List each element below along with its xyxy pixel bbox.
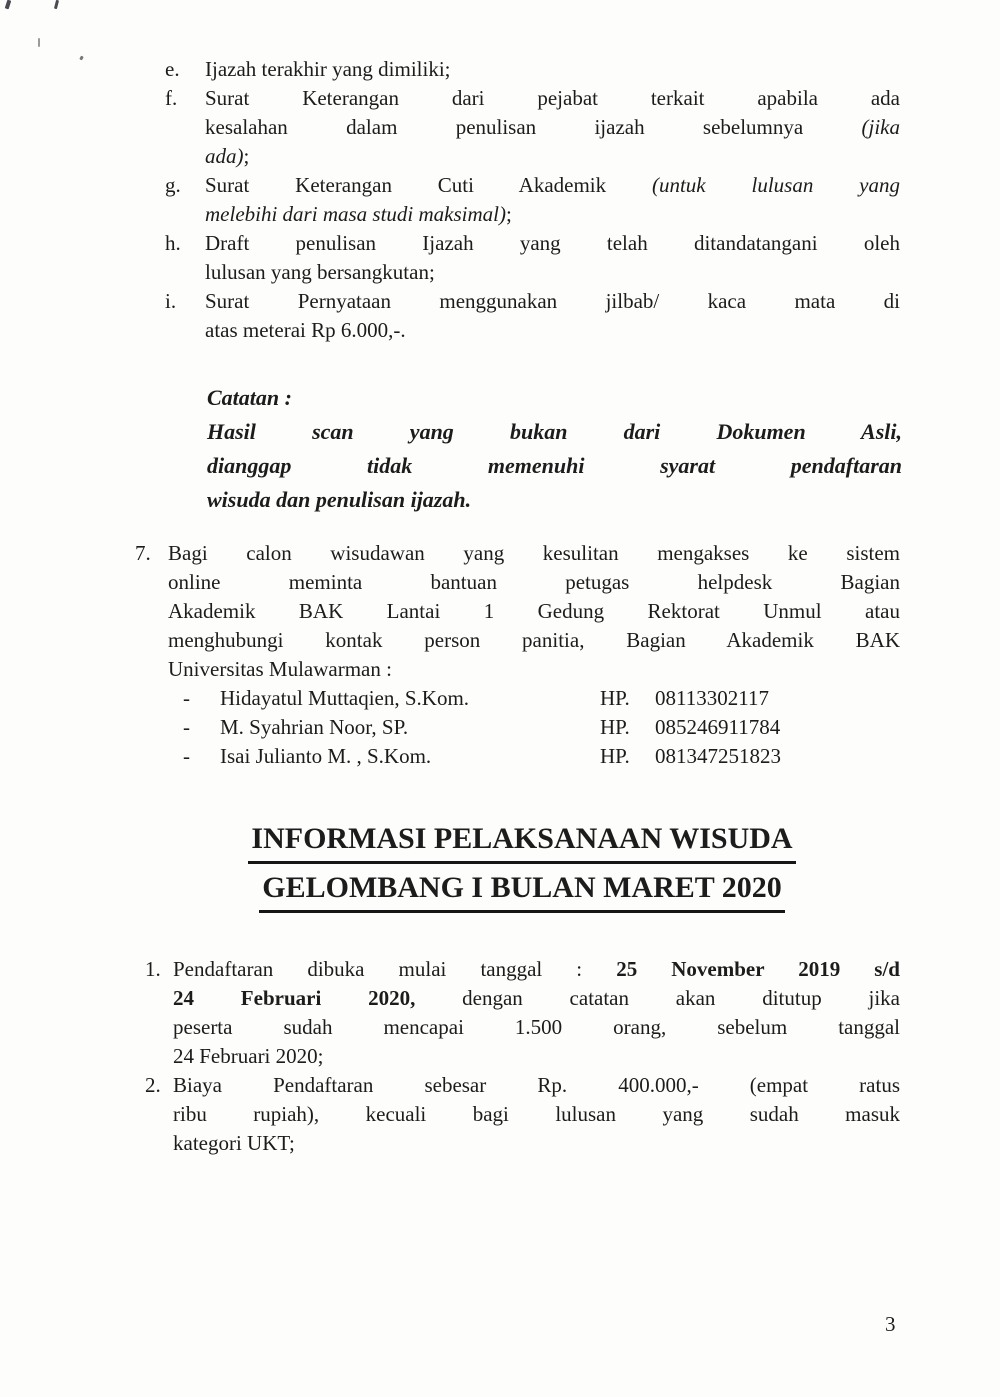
contact-name: Isai Julianto M. , S.Kom. [220,744,432,768]
page-content [130,55,900,1158]
list-item-text: Ijazah terakhir yang dimiliki; [205,57,451,81]
numbered-list [130,955,900,1158]
list-item [130,55,900,84]
contact-row [183,713,900,742]
contact-name: Hidayatul Muttaqien, S.Kom. [220,686,470,710]
list-marker: i. [165,289,177,313]
list-item [130,287,900,345]
list-marker: g. [165,173,181,197]
list-item-text: Draft penulisan Ijazah yang telah ditandatangani oleh lulusan yang bersangkutan; [205,231,900,284]
list-marker: e. [165,57,180,81]
note-body: Hasil scan yang bukan dari Dokumen Asli, dianggap tidak memenuhi syarat pendaftaran wisuda dan penulisan ijazah. [207,419,902,512]
contact-dash: - [183,686,190,710]
list-item-text: Surat Keterangan dari pejabat terkait apabila ada kesalahan dalam penulisan ijazah sebelumnya (jika ada); [205,86,900,168]
heading-line-1: INFORMASI PELAKSANAAN WISUDA [248,819,795,864]
scan-artifact [5,0,12,9]
scan-artifact [79,56,84,61]
contact-dash: - [183,744,190,768]
list-item [130,171,900,229]
note-section [207,381,902,517]
contact-name: M. Syahrian Noor, SP. [220,715,409,739]
contact-number: 08113302117 [655,686,769,710]
list-marker: h. [165,231,181,255]
list-item [130,84,900,171]
list-item-text: Surat Pernyataan menggunakan jilbab/ kaca mata di atas meterai Rp 6.000,-. [205,289,900,342]
list-marker: f. [165,86,178,110]
section-heading [130,819,900,913]
contact-hp-label: HP. [600,686,630,710]
contact-number: 081347251823 [655,744,781,768]
numbered-item [130,955,900,1071]
contact-row [183,742,900,771]
item-marker: 7. [135,541,151,565]
note-title: Catatan : [207,385,292,410]
letter-list [130,55,900,345]
contact-hp-label: HP. [600,744,630,768]
numbered-marker: 1. [145,957,161,981]
heading-line-2: GELOMBANG I BULAN MARET 2020 [259,868,785,913]
numbered-marker: 2. [145,1073,161,1097]
page-number: 3 [885,1312,896,1336]
contact-row [183,684,900,713]
contact-list [183,684,900,771]
contact-dash: - [183,715,190,739]
scan-artifact [38,38,40,47]
contact-number: 085246911784 [655,715,781,739]
numbered-item-text: Biaya Pendaftaran sebesar Rp. 400.000,- (empat ratus ribu rupiah), kecuali bagi lulusan yang sudah masuk kategori UKT; [173,1073,900,1155]
item-text: Bagi calon wisudawan yang kesulitan mengakses ke sistem online meminta bantuan petugas helpdesk Bagian Akademik BAK Lantai 1 Gedung Rektorat Unmul atau menghubungi kontak person panitia, Bagian Akademik BAK Universitas Mulawarman : [168,541,900,681]
list-item-text: Surat Keterangan Cuti Akademik (untuk lulusan yang melebihi dari masa studi maksimal); [205,173,900,226]
numbered-item-text: Pendaftaran dibuka mulai tanggal : 25 November 2019 s/d 24 Februari 2020, dengan catatan akan ditutup jika peserta sudah mencapai 1.500 orang, sebelum tanggal 24 Februari 2020; [173,957,901,1068]
item-7 [130,539,900,684]
list-item [130,229,900,287]
numbered-item [130,1071,900,1158]
scan-artifact [54,0,59,9]
contact-hp-label: HP. [600,715,630,739]
